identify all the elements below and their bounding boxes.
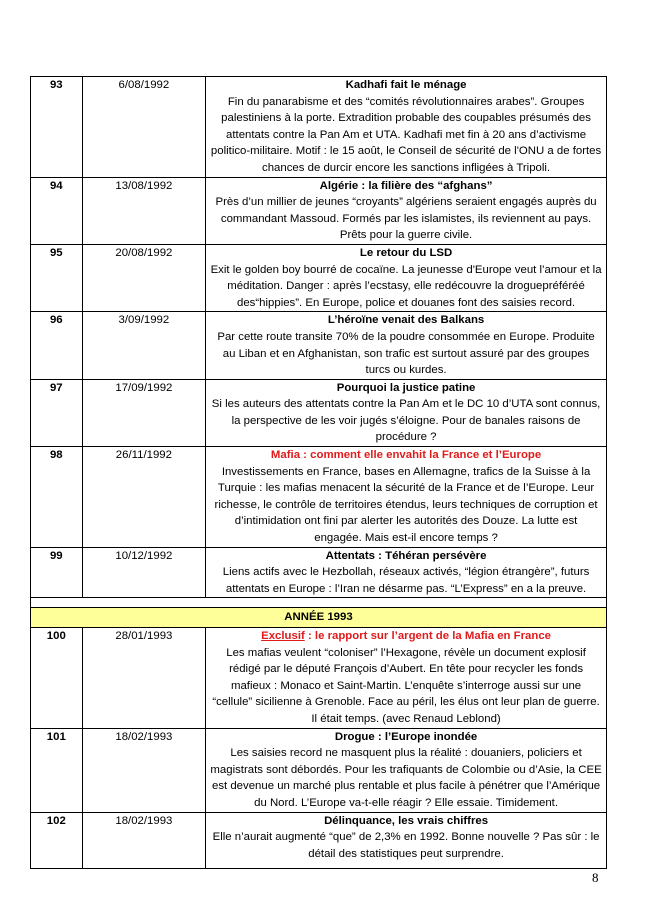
entry-body: Par cette route transite 70% de la poudre consommée en Europe. Produite au Liban et en Afghanistan, son trafic est surtout assuré par des groupes turcs ou kurdes.: [217, 330, 595, 377]
entry-body: Investissements en France, bases en Allemagne, trafics de la Suisse à la Turquie : les mafias menacent la sécurité de la France et de l’Europe. Leur richesse, le contrôle de territoires étendus, leurs techniques de corruption et d’intimidation ont fini par alerter les autorités des Douze. La lutte est engagée. Mais est-il encore temps ?: [214, 465, 598, 545]
entry-date: 13/08/1992: [82, 177, 206, 244]
entry-date: 28/01/1993: [82, 628, 206, 729]
entry-content: [206, 628, 607, 729]
entry-date: 10/12/1992: [82, 547, 206, 598]
spacer-row: [31, 598, 607, 608]
entry-title: Le retour du LSD: [359, 246, 453, 259]
entry-number: 93: [31, 77, 83, 178]
entry-content: [206, 77, 607, 178]
entry-content: [206, 812, 607, 869]
table-row: [31, 244, 607, 311]
entry-date: 6/08/1992: [82, 77, 206, 178]
entry-content: [206, 177, 607, 244]
entry-title: L’héroïne venait des Balkans: [327, 314, 485, 327]
entry-title-highlighted: Mafia : comment elle envahit la France et l’Europe: [270, 449, 542, 462]
entry-number: 94: [31, 177, 83, 244]
year-header-row: [31, 608, 607, 628]
entry-body: Les mafias veulent “coloniser” l’Hexagone, révèle un document explosif rédigé par le député François d’Aubert. En tête pour recycler les fonds mafieux : Monaco et Saint-Martin. L’enquête s’interroge aussi sur une “cellule” sicilienne à Grenoble. Face au péril, les élus ont leur plan de guerre. Il était temps. (avec Renaud Leblond): [212, 646, 600, 725]
entry-title: Algérie : la filière des “afghans”: [319, 179, 493, 192]
entry-content: [206, 728, 607, 812]
spacer-cell: [31, 598, 607, 608]
entry-body: Fin du panarabisme et des “comités révolutionnaires arabes”. Groupes palestiniens à la porte. Extradition probable des coupables présumés des attentats contre la Pan Am et UTA. Kadhafi met fin à 20 ans d’activisme politico-militaire. Motif : le 15 août, le Conseil de sécurité de l'ONU a de fortes chances de durcir encore les sanctions infligées à Tripoli.: [210, 95, 602, 174]
entry-title-text: : le rapport sur l’argent de la Mafia en France: [304, 630, 552, 642]
table-row: [31, 177, 607, 244]
entry-number: 97: [31, 379, 83, 446]
entry-title: Kadhafi fait le ménage: [345, 79, 467, 91]
table-row: [31, 379, 607, 446]
year-header: ANNÉE 1993: [31, 608, 607, 628]
entry-number: 101: [31, 728, 83, 812]
entry-body: Elle n’aurait augmenté “que” de 2,3% en 1992. Bonne nouvelle ? Pas sûr : le détail des statistiques peut surprendre.: [212, 831, 600, 860]
entry-body: Liens actifs avec le Hezbollah, réseaux activés, “légion étrangère”, futurs attentats en Europe : l’Iran ne désarme pas. “L’Express” en a la preuve.: [222, 566, 590, 595]
entry-content: [206, 312, 607, 379]
entry-content: [206, 379, 607, 446]
table-row: [31, 812, 607, 869]
entry-body: Près d’un millier de jeunes “croyants” algériens seraient engagés auprès du commandant Massoud. Formés par les islamistes, ils reviennent au pays. Prêts pour la guerre civile.: [215, 196, 597, 242]
entry-number: 100: [31, 628, 83, 729]
entry-date: 18/02/1993: [82, 812, 206, 869]
entry-body: Exit le golden boy bourré de cocaïne. La jeunesse d'Europe veut l’amour et la méditation. Danger : après l’ecstasy, elle redécouvre la droguepréféréé des“hippies”. En Europe, police et douanes font des saisies record.: [210, 263, 602, 309]
entry-title-highlighted: [210, 628, 602, 645]
entry-content: [206, 547, 607, 598]
entry-title: Drogue : l’Europe inondée: [334, 730, 478, 743]
table-row: [31, 312, 607, 379]
entry-title: Attentats : Téhéran persévère: [325, 549, 487, 562]
exclusive-label: Exclusif: [261, 630, 305, 642]
entry-number: 99: [31, 547, 83, 598]
entry-content: [206, 244, 607, 311]
entry-body: Si les auteurs des attentats contre la Pan Am et le DC 10 d’UTA sont connus, la perspective de les voir jugés s’éloigne. Pour de banales raisons de procédure ?: [211, 398, 601, 444]
entry-content: [206, 447, 607, 548]
articles-table: [30, 76, 607, 869]
entry-number: 98: [31, 447, 83, 548]
entry-date: 26/11/1992: [82, 447, 206, 548]
entry-number: 95: [31, 244, 83, 311]
entry-title: Délinquance, les vrais chiffres: [324, 814, 489, 827]
entry-number: 102: [31, 812, 83, 869]
table-row: [31, 628, 607, 729]
page-number: 8: [592, 870, 599, 885]
entry-number: 96: [31, 312, 83, 379]
entry-date: 20/08/1992: [82, 244, 206, 311]
entry-date: 18/02/1993: [82, 728, 206, 812]
entry-body: Les saisies record ne masquent plus la réalité : douaniers, policiers et magistrats sont débordés. Pour les trafiquants de Colombie ou d’Asie, la CEE est devenue un marché plus rentable et plus facile à pénétrer que l’Amérique du Nord. L’Europe va-t-elle réagir ? Elle essaie. Timidement.: [210, 747, 602, 809]
table-row: [31, 547, 607, 598]
table-row: [31, 77, 607, 178]
entry-date: 17/09/1992: [82, 379, 206, 446]
table-row: [31, 728, 607, 812]
table-row: [31, 447, 607, 548]
entry-title: Pourquoi la justice patine: [336, 381, 476, 394]
entry-date: 3/09/1992: [82, 312, 206, 379]
